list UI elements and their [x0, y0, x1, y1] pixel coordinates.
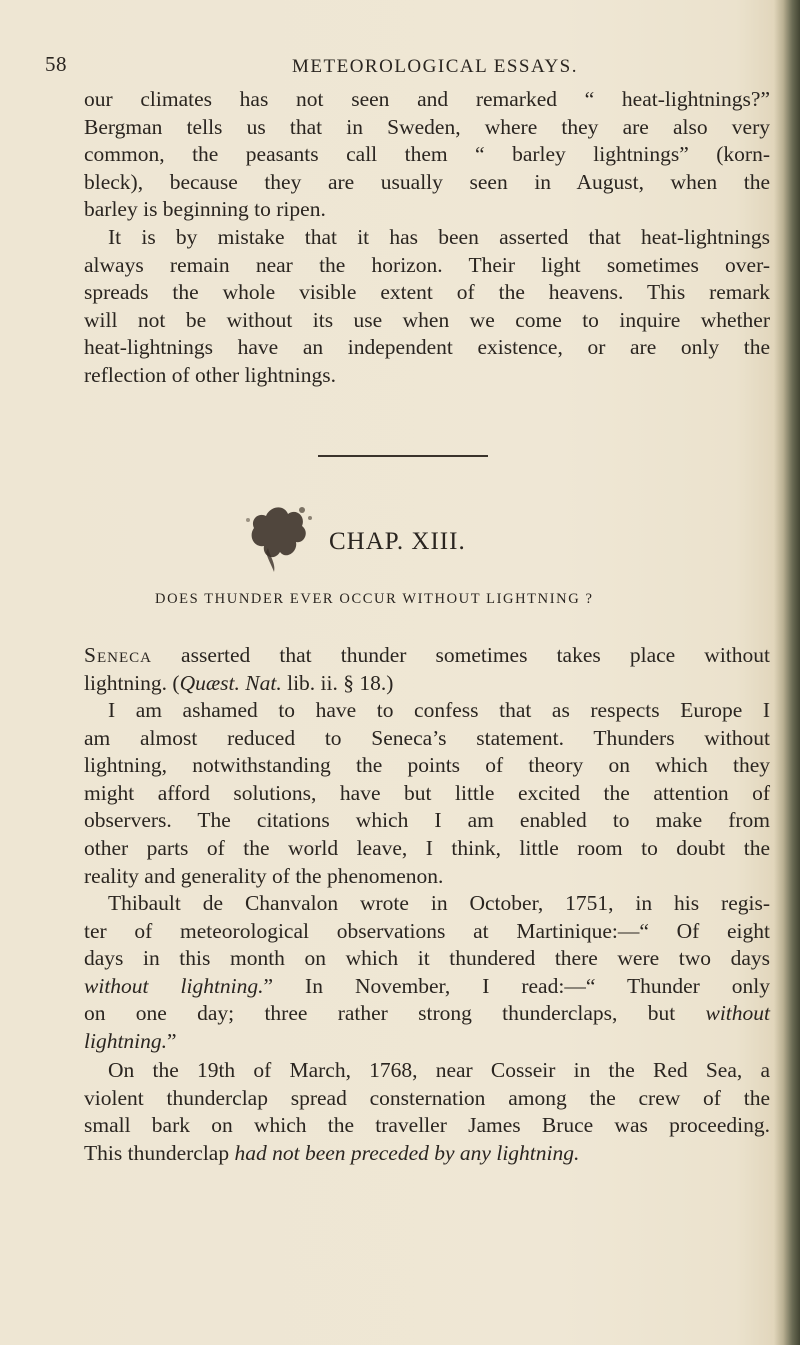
text-span: ” [167, 1028, 177, 1053]
text-line: always remain near the horizon. Their light sometimes over- [84, 252, 770, 277]
paragraph-europe [84, 697, 770, 890]
page-edge-shadow [774, 0, 800, 1345]
text-line: might afford solutions, have but little excited the attention of [84, 780, 770, 805]
text-line: spreads the whole visible extent of the heavens. This remark [84, 280, 770, 305]
text-line: It is by mistake that it has been asserted that heat-lightnings [108, 225, 770, 249]
paragraph-heat-lightnings [84, 86, 770, 224]
text-line: lightning, notwithstanding the points of theory on which they [84, 753, 770, 778]
text-line: reality and generality of the phenomenon. [84, 863, 444, 888]
text-line: heat-lightnings have an independent existence, or are only the [84, 335, 770, 360]
text-line: I am ashamed to have to confess that as respects Europe I [108, 698, 770, 722]
text-line [84, 1000, 770, 1028]
text-span: on one day; three rather strong thunderclaps, but [84, 1001, 706, 1026]
section-divider [318, 455, 488, 457]
text-line: will not be without its use when we come to inquire whether [84, 307, 770, 332]
text-line [84, 1140, 770, 1168]
text-line: On the 19th of March, 1768, near Cosseir in the Red Sea, a [108, 1058, 770, 1082]
paragraph-thibault [84, 890, 770, 1056]
text-line: am almost reduced to Seneca’s statement. Thunders without [84, 725, 770, 750]
emphasis: without lightning. [84, 973, 264, 998]
text-line: violent thunderclap spread consternation among the crew of the [84, 1085, 770, 1110]
seneca-initial-word: Seneca [84, 643, 152, 667]
text-line: Bergman tells us that in Sweden, where they are also very [84, 114, 770, 139]
text-line: Thibault de Chanvalon wrote in October, 1751, in his regis- [108, 891, 770, 915]
text-line: ter of meteorological observations at Martinique:—“ Of eight [84, 918, 770, 943]
ink-blot-icon [240, 490, 320, 575]
citation: Quæst. Nat. [179, 670, 282, 695]
emphasis: had not been preceded by any lightning. [234, 1140, 580, 1165]
chapter-title: CHAP. XIII. [329, 528, 466, 555]
text-span: This thunderclap [84, 1140, 235, 1165]
text-line [84, 1028, 770, 1056]
chapter-subtitle: DOES THUNDER EVER OCCUR WITHOUT LIGHTNING ? [155, 591, 594, 607]
running-head [45, 52, 775, 82]
text-span: lightning. ( [84, 670, 180, 695]
page-number: 58 [45, 52, 67, 76]
text-line [84, 642, 770, 670]
text-line: common, the peasants call them “ barley lightnings” (korn- [84, 142, 770, 167]
text-line [84, 973, 770, 1001]
text-line [84, 670, 770, 698]
text-line: reflection of other lightnings. [84, 362, 336, 387]
text-line: observers. The citations which I am enabled to make from [84, 808, 770, 833]
paragraph-horizon [84, 224, 770, 390]
text-line: small bark on which the traveller James Bruce was proceeding. [84, 1113, 770, 1138]
emphasis: lightning. [84, 1028, 168, 1053]
text-span: ” In November, I read:—“ Thunder only [263, 973, 771, 998]
emphasis: without [705, 1001, 770, 1026]
paragraph-seneca [84, 642, 770, 697]
text-span: lib. ii. § 18.) [281, 670, 394, 695]
text-line: our climates has not seen and remarked “ heat-lightnings?” [84, 87, 770, 111]
text-line: bleck), because they are usually seen in August, when the [84, 169, 770, 194]
running-title: METEOROLOGICAL ESSAYS. [292, 56, 579, 77]
text-line: barley is beginning to ripen. [84, 197, 326, 222]
text-line: days in this month on which it thundered there were two days [84, 946, 770, 971]
paragraph-cosseir [84, 1057, 770, 1167]
text-line: other parts of the world leave, I think, little room to doubt the [84, 835, 770, 860]
text-span: asserted that thunder sometimes takes place without [151, 643, 770, 667]
